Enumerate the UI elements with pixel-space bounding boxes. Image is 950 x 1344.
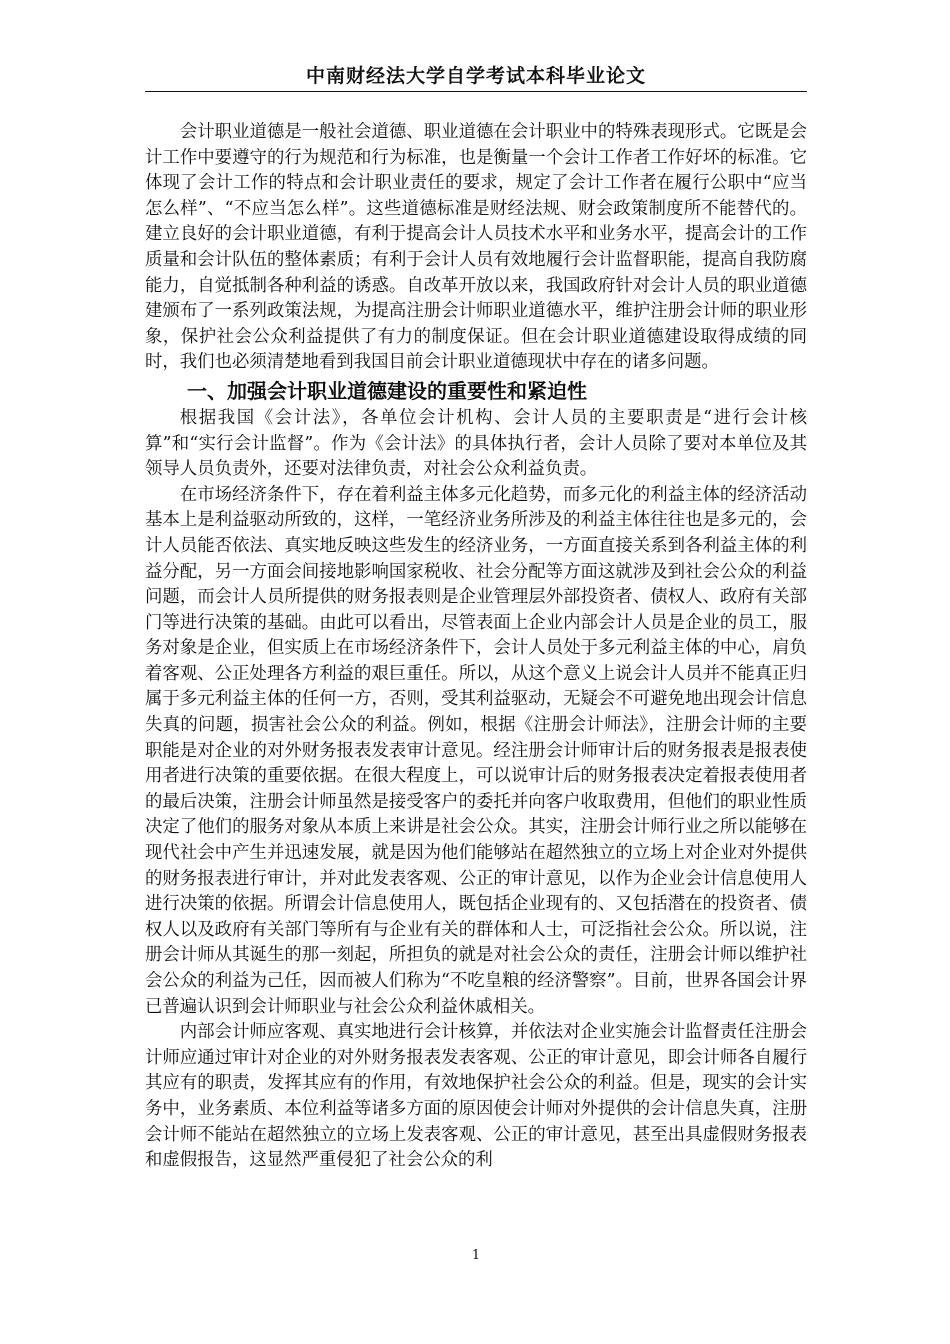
- body-paragraph-3: 内部会计师应客观、真实地进行会计核算，并依法对企业实施会计监督责任注册会计师应通过审计对企业的对外财务报表发表客观、公正的审计意见，即会计师各自履行其应有的职责，发挥其应有的作用，有效地保护社会公众的利益。但是，现实的会计实务中，业务素质、本位利益等诸多方面的原因使会计师对外提供的会计信息失真，注册会计师不能站在超然独立的立场上发表客观、公正的审计意见，甚至出具虚假财务报表和虚假报告，这显然严重侵犯了社会公众的利: [145, 1022, 807, 1171]
- page-header-title: 中南财经法大学自学考试本科毕业论文: [305, 65, 646, 87]
- page-number: 1: [471, 1248, 481, 1263]
- body-paragraph-1: 根据我国《会计法》，各单位会计机构、会计人员的主要职责是“进行会计核算”和“实行会计监督”。作为《会计法》的具体执行者，会计人员除了要对本单位及其领导人员负责外，还要对法律负责，对社会公众利益负责。: [145, 407, 807, 480]
- section-heading: 一、加强会计职业道德建设的重要性和紧迫性: [187, 378, 587, 403]
- intro-paragraph: 会计职业道德是一般社会道德、职业道德在会计职业中的特殊表现形式。它既是会计工作中要遵守的行为规范和行为标准，也是衡量一个会计工作者工作好坏的标准。它体现了会计工作的特点和会计职业责任的要求，规定了会计工作者在履行公职中“应当怎么样”、“不应当怎么样”。这些道德标准是财经法规、财会政策制度所不能替代的。建立良好的会计职业道德，有利于提高会计人员技术水平和业务水平，提高会计的工作质量和会计队伍的整体素质；有利于会计人员有效地履行会计监督职能，提高自我防腐能力，自觉抵制各种利益的诱惑。自改革开放以来，我国政府针对会计人员的职业道德建颁布了一系列政策法规，为提高注册会计师职业道德水平，维护注册会计师的职业形象，保护社会公众利益提供了有力的制度保证。但在会计职业道德建设取得成绩的同时，我们也必须清楚地看到我国目前会计职业道德现状中存在的诸多问题。: [145, 122, 807, 373]
- body-paragraph-2: 在市场经济条件下，存在着利益主体多元化趋势，而多元化的利益主体的经济活动基本上是利益驱动所致的，这样，一笔经济业务所涉及的利益主体往往也是多元的，会计人员能否依法、真实地反映这些发生的经济业务，一方面直接关系到各利益主体的利益分配，另一方面会间接地影响国家税收、社会分配等方面这就涉及到社会公众的利益问题，而会计人员所提供的财务报表则是企业管理层外部投资者、债权人、政府有关部门等进行决策的基础。由此可以看出，尽管表面上企业内部会计人员是企业的员工，服务对象是企业，但实质上在市场经济条件下，会计人员处于多元利益主体的中心，肩负着客观、公正处理各方利益的艰巨重任。所以，从这个意义上说会计人员并不能真正归属于多元利益主体的任何一方，否则，受其利益驱动，无疑会不可避免地出现会计信息失真的问题，损害社会公众的利益。例如，根据《注册会计师法》，注册会计师的主要职能是对企业的对外财务报表发表审计意见。经注册会计师审计后的财务报表是报表使用者进行决策的重要依据。在很大程度上，可以说审计后的财务报表决定着报表使用者的最后决策，注册会计师虽然是接受客户的委托并向客户收取费用，但他们的职业性质决定了他们的服务对象从本质上来讲是社会公众。其实，注册会计师行业之所以能够在现代社会中产生并迅速发展，就是因为他们能够站在超然独立的立场上对企业对外提供的财务报表进行审计，并对此发表客观、公正的审计意见，以作为企业会计信息使用人进行决策的依据。所谓会计信息使用人，既包括企业现有的、又包括潜在的投资者、债权人以及政府有关部门等所有与企业有关的群体和人士，可泛指社会公众。所以说，注册会计师从其诞生的那一刻起，所担负的就是对社会公众的责任，注册会计师以维护社会公众的利益为己任，因而被人们称为“不吃皇粮的经济警察”。目前，世界各国会计界已普遍认识到会计师职业与社会公众利益休戚相关。: [145, 484, 807, 1017]
- document-body: [145, 120, 807, 1174]
- header-divider: [145, 91, 807, 92]
